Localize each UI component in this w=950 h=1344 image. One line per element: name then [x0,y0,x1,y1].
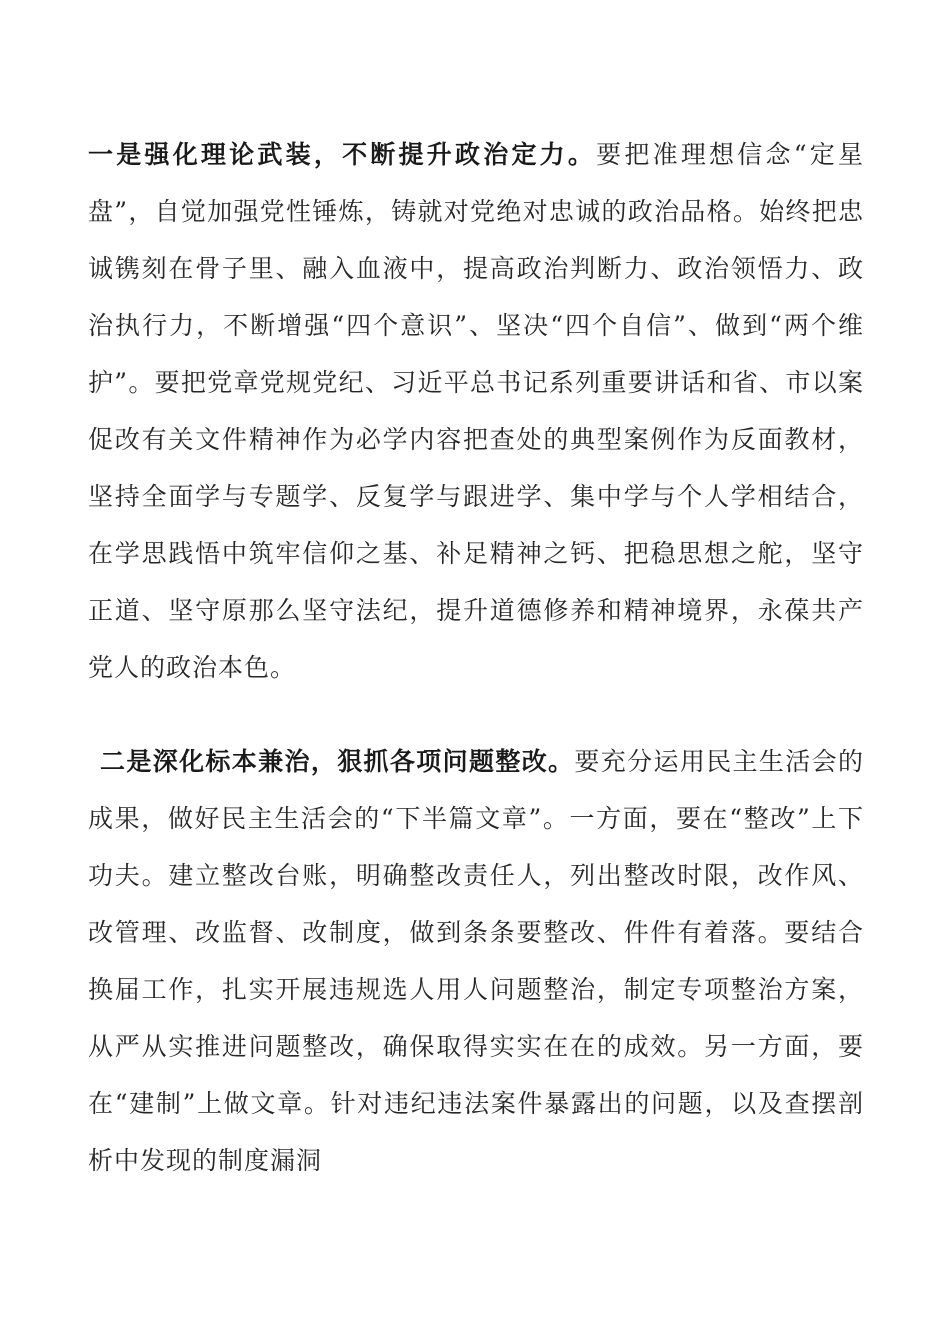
paragraph-1-body: 要把准理想信念“定星盘”，自觉加强党性锤炼，铸就对党绝对忠诚的政治品格。始终把忠诚镌刻在骨子里、融入血液中，提高政治判断力、政治领悟力、政治执行力，不断增强“四个意识”、坚决“四个自信”、做到“两个维护”。要把党章党规党纪、习近平总书记系列重要讲话和省、市以案促改有关文件精神作为必学内容把查处的典型案例作为反面教材，坚持全面学与专题学、反复学与跟进学、集中学与个人学相结合，在学思践悟中筑牢信仰之基、补足精神之钙、把稳思想之舵，坚守正道、坚守原那么坚守法纪，提升道德修养和精神境界，永葆共产党人的政治本色。 [88,140,864,682]
paragraph-2-heading: 二是深化标本兼治，狠抓各项问题整改。 [100,747,575,776]
paragraph-2-body: 要充分运用民主生活会的成果，做好民主生活会的“下半篇文章”。一方面，要在“整改”上下功夫。建立整改台账，明确整改责任人，列出整改时限，改作风、改管理、改监督、改制度，做到条条要整改、件件有着落。要结合换届工作，扎实开展违规选人用人问题整治，制定专项整治方案，从严从实推进问题整改，确保取得实实在在的成效。另一方面，要在“建制”上做文章。针对违纪违法案件暴露出的问题，以及查摆剖析中发现的制度漏洞 [88,747,864,1175]
paragraph-1-heading: 一是强化理论武装，不断提升政治定力。 [88,140,597,169]
paragraph-2 [88,733,864,1189]
paragraph-1 [88,126,864,696]
